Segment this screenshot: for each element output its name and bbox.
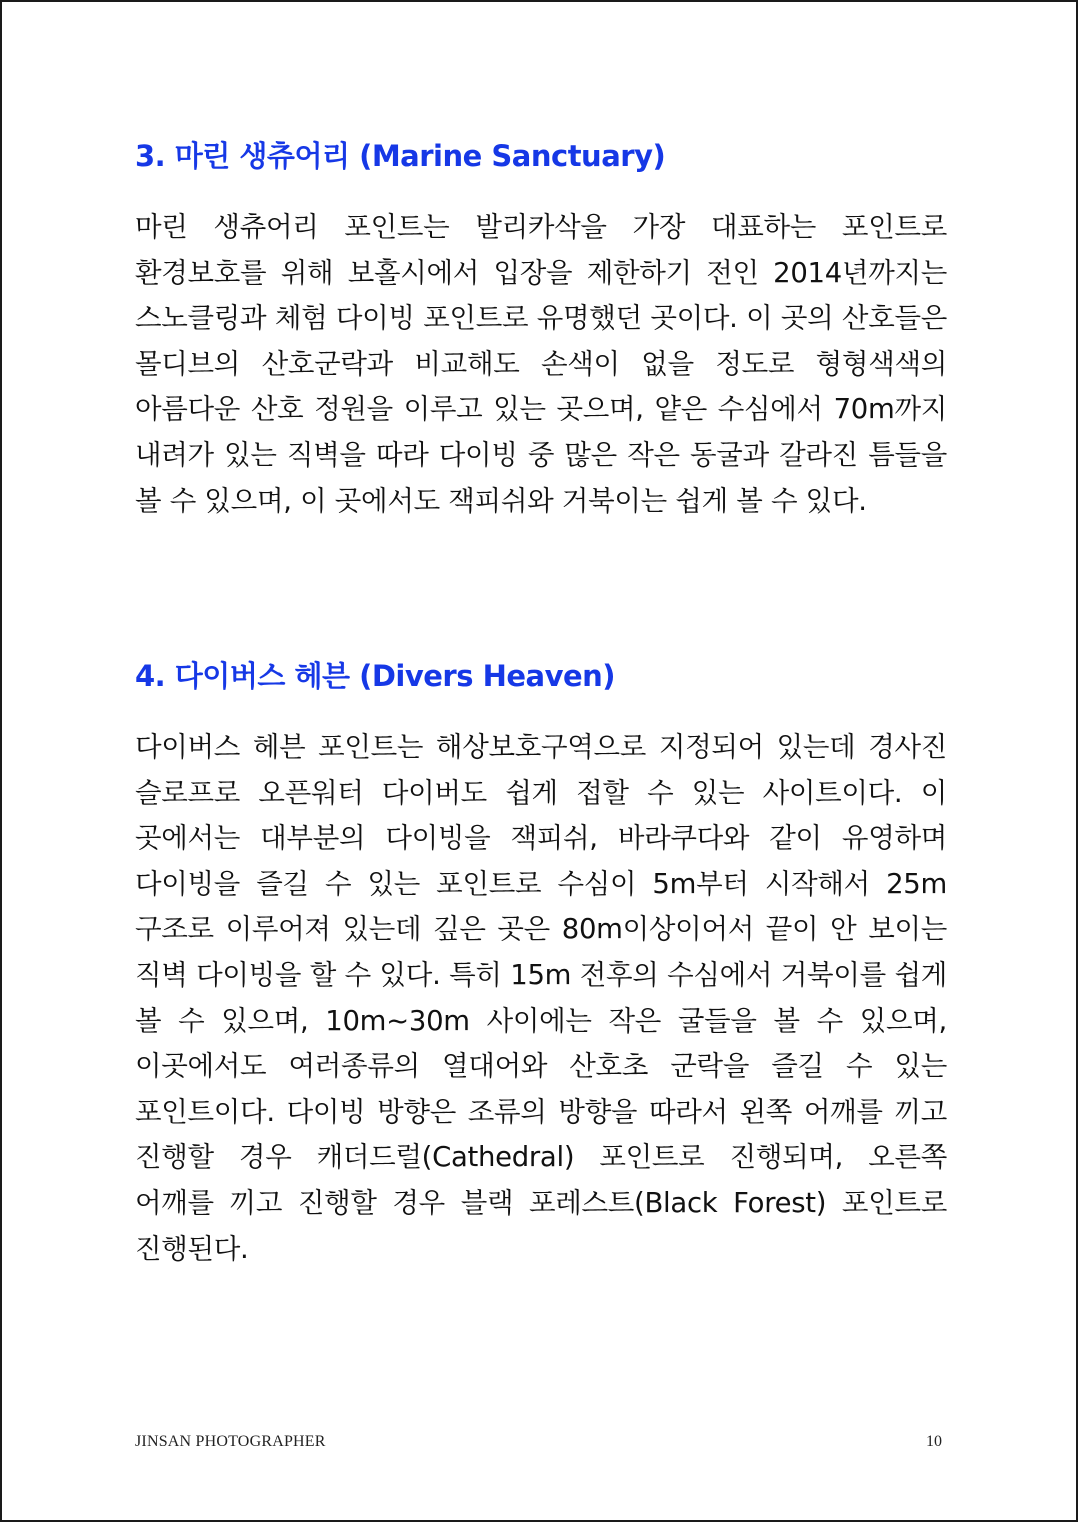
section-marine-sanctuary bbox=[135, 130, 947, 524]
page-number: 10 bbox=[926, 1433, 942, 1450]
section-body: 다이버스 헤븐 포인트는 해상보호구역으로 지정되어 있는데 경사진 슬로프로 오픈워터 다이버도 쉽게 접할 수 있는 사이트이다. 이 곳에서는 대부분의 다이빙을 잭피쉬, 바라쿠다와 같이 유영하며 다이빙을 즐길 수 있는 포인트로 수심이 5m부터 시작해서 25m 구조로 이루어져 있는데 깊은 곳은 80m이상이어서 끝이 안 보이는 직벽 다이빙을 할 수 있다. 특히 15m 전후의 수심에서 거북이를 쉽게 볼 수 있으며, 10m~30m 사이에는 작은 굴들을 볼 수 있으며, 이곳에서도 여러종류의 열대어와 산호초 군락을 즐길 수 있는 포인트이다. 다이빙 방향은 조류의 방향을 따라서 왼쪽 어깨를 끼고 진행할 경우 캐더드럴(Cathedral) 포인트로 진행되며, 오른쪽 어깨를 끼고 진행할 경우 블랙 포레스트(Black Forest) 포인트로 진행된다. bbox=[135, 731, 947, 1265]
section-divers-heaven bbox=[135, 650, 947, 1272]
section-heading: 3. 마린 생츄어리 (Marine Sanctuary) bbox=[135, 139, 666, 173]
section-heading: 4. 다이버스 헤븐 (Divers Heaven) bbox=[135, 659, 616, 693]
footer-author: JINSAN PHOTOGRAPHER bbox=[135, 1433, 326, 1450]
section-body: 마린 생츄어리 포인트는 발리카삭을 가장 대표하는 포인트로 환경보호를 위해 보홀시에서 입장을 제한하기 전인 2014년까지는 스노클링과 체험 다이빙 포인트로 유명했던 곳이다. 이 곳의 산호들은 몰디브의 산호군락과 비교해도 손색이 없을 정도로 형형색색의 아름다운 산호 정원을 이루고 있는 곳으며, 얕은 수심에서 70m까지 내려가 있는 직벽을 따라 다이빙 중 많은 작은 동굴과 갈라진 틈들을 볼 수 있으며, 이 곳에서도 잭피쉬와 거북이는 쉽게 볼 수 있다. bbox=[135, 211, 947, 517]
